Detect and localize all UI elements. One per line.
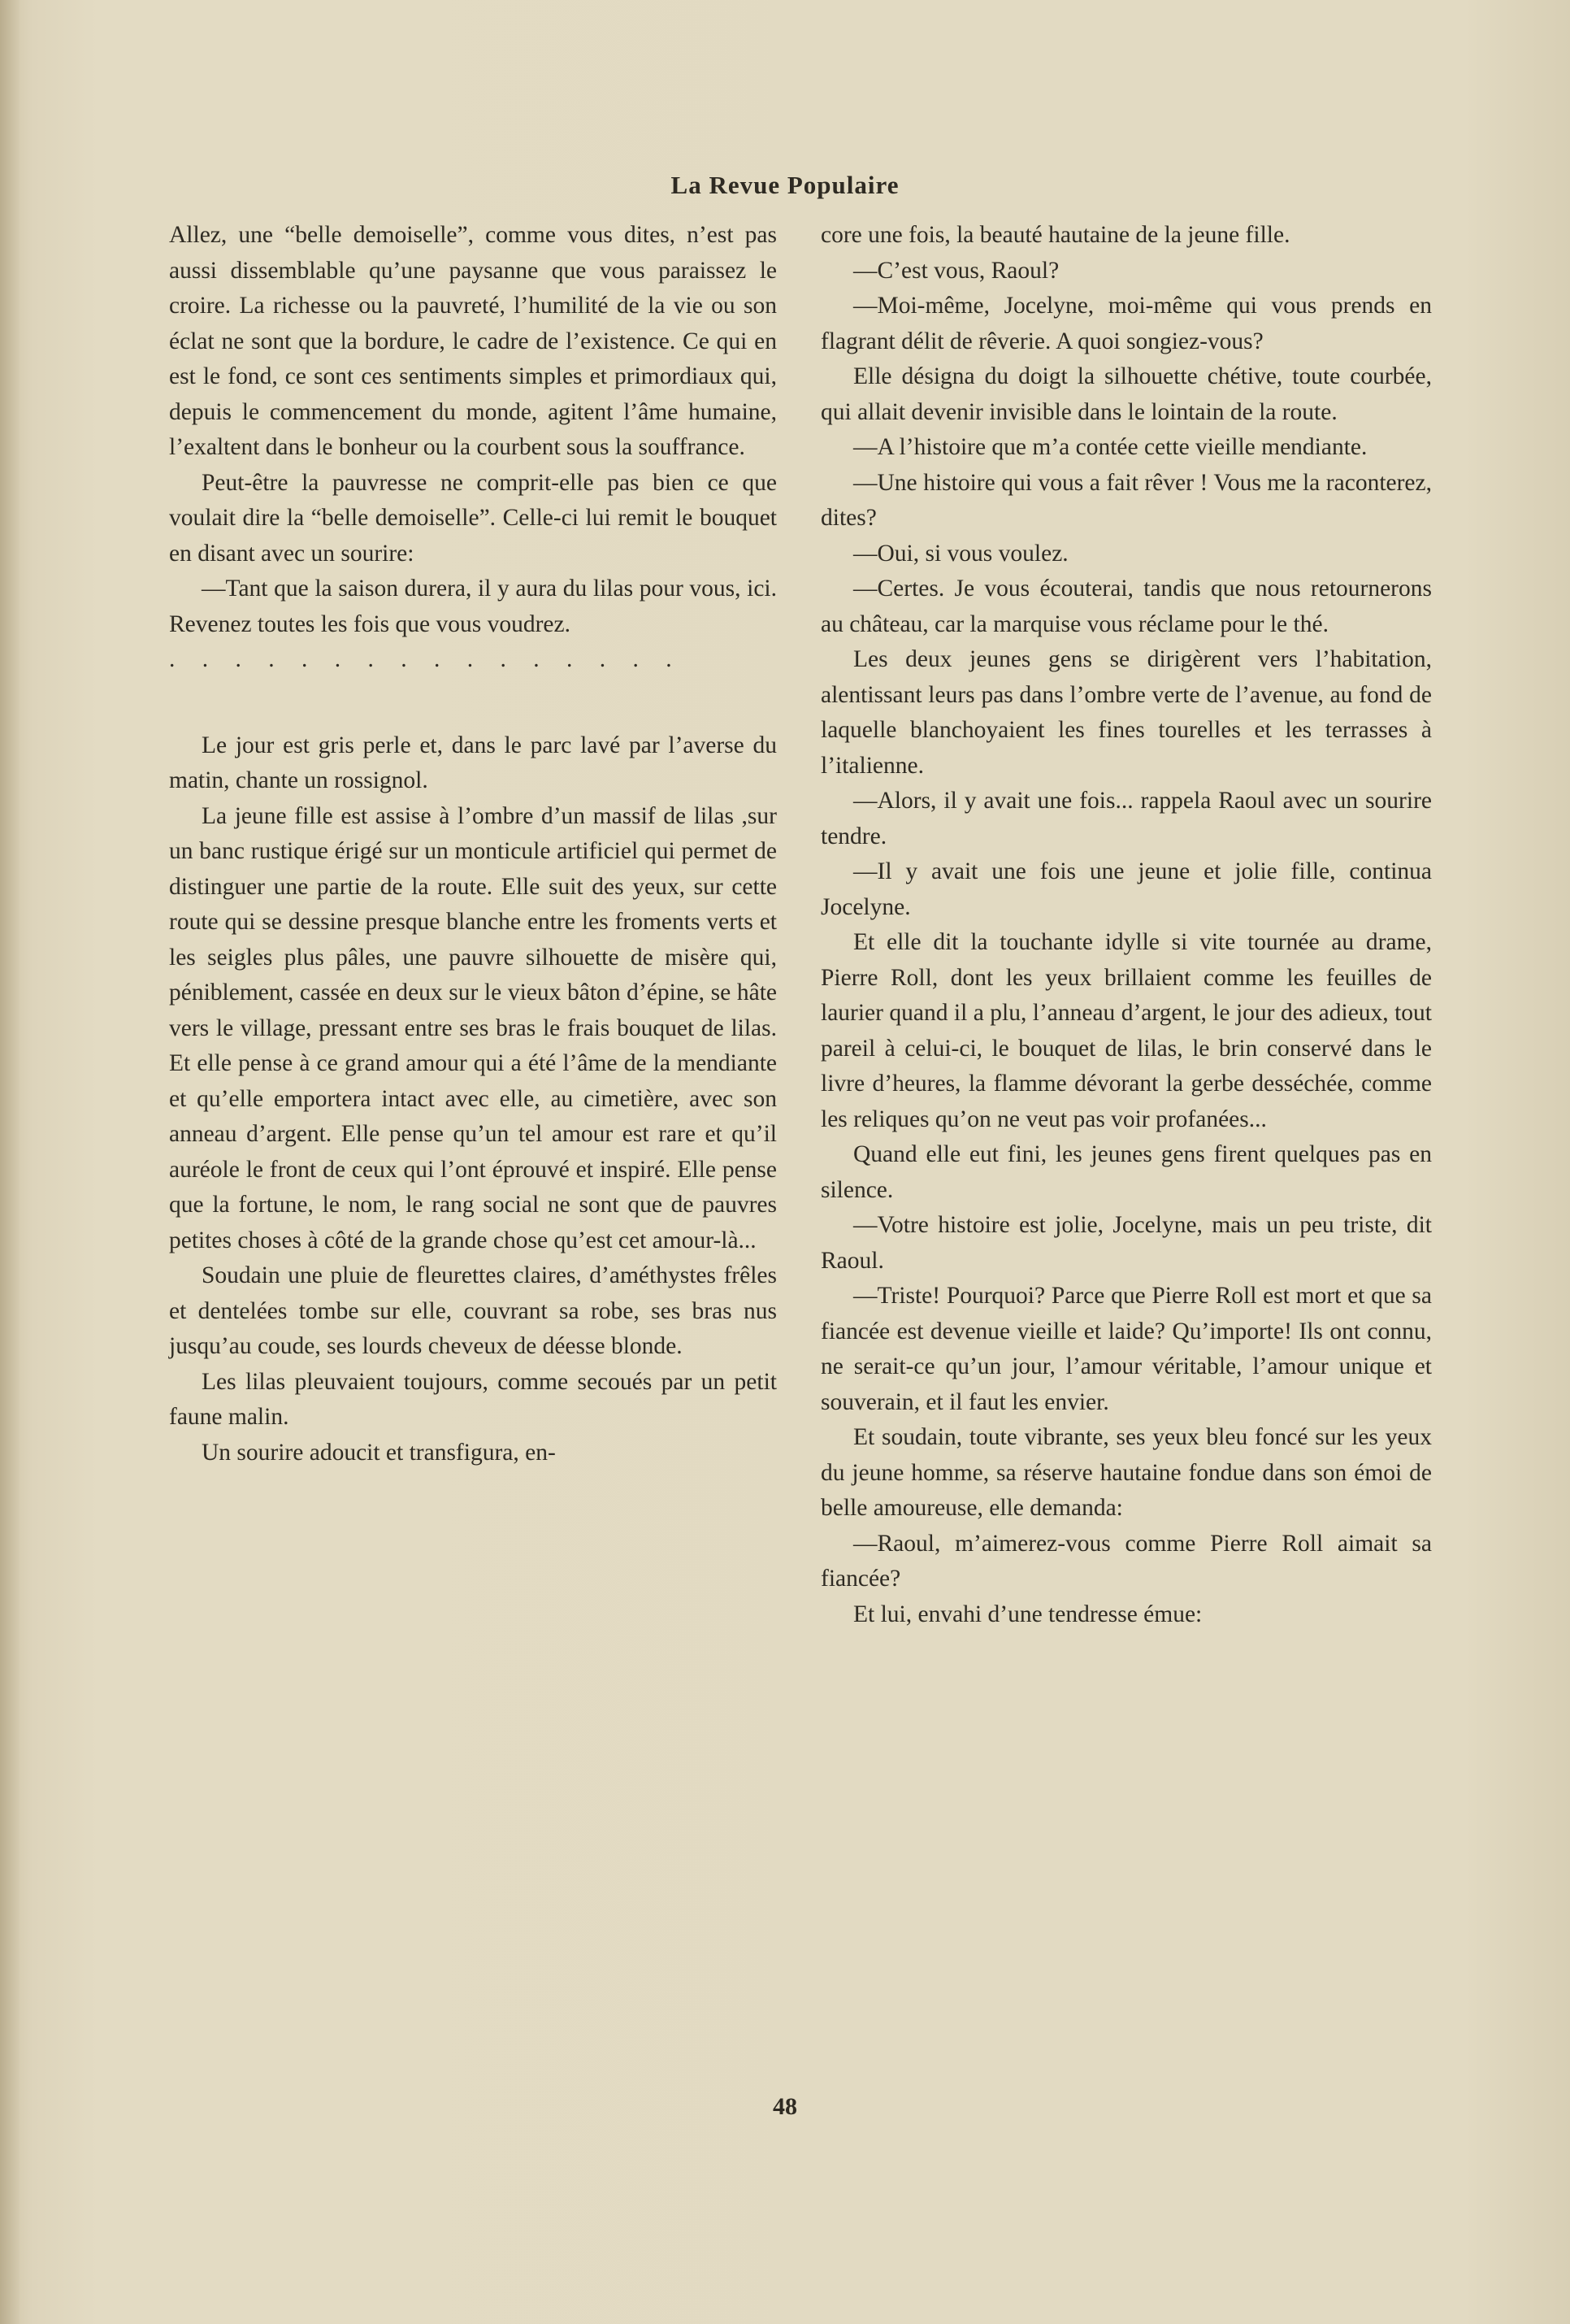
paragraph: —Il y avait une fois une jeune et jolie fille, continua Jocelyne. — [821, 858, 1432, 920]
paragraph: —Triste! Pourquoi? Parce que Pierre Roll est mort et que sa fiancée est devenue vieille et laide? Qu’importe! Ils ont connu, ne serait-ce qu’un jour, l’amour véritable, l’amour unique et souverain, et il faut les envier. — [821, 1283, 1432, 1415]
paragraph: Les deux jeunes gens se dirigèrent vers l’habitation, alentissant leurs pas dans l’ombre verte de l’avenue, au fond de laquelle blanchoyaient les fines tourelles et les terrasses à l’italienne. — [821, 646, 1432, 779]
paragraph: —Alors, il y avait une fois... rappela Raoul avec un sourire tendre. — [821, 788, 1432, 849]
paragraph: —Raoul, m’aimerez-vous comme Pierre Roll aimait sa fiancée? — [821, 1530, 1432, 1592]
running-header: La Revue Populaire — [670, 171, 900, 199]
paragraph: Le jour est gris perle et, dans le parc lavé par l’averse du matin, chante un rossignol. — [169, 732, 777, 793]
paragraph: Quand elle eut fini, les jeunes gens firent quelques pas en silence. — [821, 1141, 1432, 1203]
paragraph: —C’est vous, Raoul? — [853, 257, 1060, 284]
section-separator: . . . . . . . . . . . . . . . . — [169, 646, 683, 672]
paragraph: —Moi-même, Jocelyne, moi-même qui vous prends en flagrant délit de rêverie. A quoi songiez-vous? — [821, 293, 1432, 354]
paragraph: Et soudain, toute vibrante, ses yeux bleu foncé sur les yeux du jeune homme, sa réserve hautaine fondue dans son émoi de belle amoureuse, elle demanda: — [821, 1424, 1432, 1521]
paragraph: La jeune fille est assise à l’ombre d’un massif de lilas ,sur un banc rustique érigé sur un monticule artificiel qui permet de distinguer une partie de la route. Elle suit des yeux, sur cette route qui se dessine presque blanche entre les froments verts et les seigles plus pâles, une pauvre silhouette de misère qui, péniblement, cassée en deux sur le vieux bâton d’épine, se hâte vers le village, pressant entre ses bras le frais bouquet de lilas. Et elle pense à ce grand amour qui a été l’âme de la mendiante et qu’elle emportera intact avec elle, au cimetière, avec son anneau d’argent. Elle pense qu’un tel amour est rare et qu’il auréole le front de ceux qui l’ont éprouvé et inspiré. Elle pense que la fortune, le nom, le rang social ne sont que de pauvres petites choses à côté de la grande chose qu’est cet amour-là... — [169, 802, 777, 1253]
right-column — [821, 218, 1432, 1632]
paragraph: —Certes. Je vous écouterai, tandis que nous retournerons au château, car la marquise vous réclame pour le thé. — [821, 576, 1432, 637]
paragraph: Peut-être la pauvresse ne comprit-elle pas bien ce que voulait dire la “belle demoiselle”. Celle-ci lui remit le bouquet en disant avec un sourire: — [169, 469, 777, 567]
paragraph: Et elle dit la touchante idylle si vite tournée au drame, Pierre Roll, dont les yeux brillaient comme les feuilles de laurier quand il a plu, l’anneau d’argent, le jour des adieux, tout pareil à celui-ci, le bouquet de lilas, le brin conservé dans le livre d’heures, la flamme dévorant la gerbe desséchée, comme les reliques qu’on ne veut pas voir profanées... — [821, 929, 1432, 1132]
page-number: 48 — [773, 2093, 797, 2120]
paragraph: —Une histoire qui vous a fait rêver ! Vous me la raconterez, dites? — [821, 469, 1432, 531]
paragraph: —Tant que la saison durera, il y aura du lilas pour vous, ici. Revenez toutes les fois que vous voudrez. — [169, 576, 777, 637]
paragraph: Soudain une pluie de fleurettes claires, d’améthystes frêles et dentelées tombe sur elle, couvrant sa robe, ses bras nus jusqu’au coude, ses lourds cheveux de déesse blonde. — [169, 1262, 777, 1359]
paragraph: —A l’histoire que m’a contée cette vieille mendiante. — [853, 434, 1368, 460]
paragraph: —Votre histoire est jolie, Jocelyne, mais un peu triste, dit Raoul. — [821, 1212, 1432, 1274]
paragraph: Allez, une “belle demoiselle”, comme vous dites, n’est pas aussi dissemblable qu’une paysanne que vous paraissez le croire. La richesse ou la pauvreté, l’humilité de la vie ou son éclat ne sont que la bordure, le cadre de l’existence. Ce qui en est le fond, ce sont ces sentiments simples et primordiaux qui, depuis le commencement du monde, agitent l’âme humaine, l’exaltent dans le bonheur ou la courbent sous la souffrance. — [169, 222, 777, 460]
paragraph: Les lilas pleuvaient toujours, comme secoués par un petit faune malin. — [169, 1368, 777, 1430]
left-column — [169, 218, 777, 1470]
paragraph: core une fois, la beauté hautaine de la jeune fille. — [821, 222, 1290, 248]
paragraph: Elle désigna du doigt la silhouette chétive, toute courbée, qui allait devenir invisible dans le lointain de la route. — [821, 363, 1432, 425]
paragraph: Un sourire adoucit et transfigura, en- — [202, 1439, 556, 1466]
paragraph: Et lui, envahi d’une tendresse émue: — [853, 1601, 1203, 1627]
book-binding-edge — [0, 0, 20, 2324]
paragraph: —Oui, si vous voulez. — [853, 540, 1069, 567]
